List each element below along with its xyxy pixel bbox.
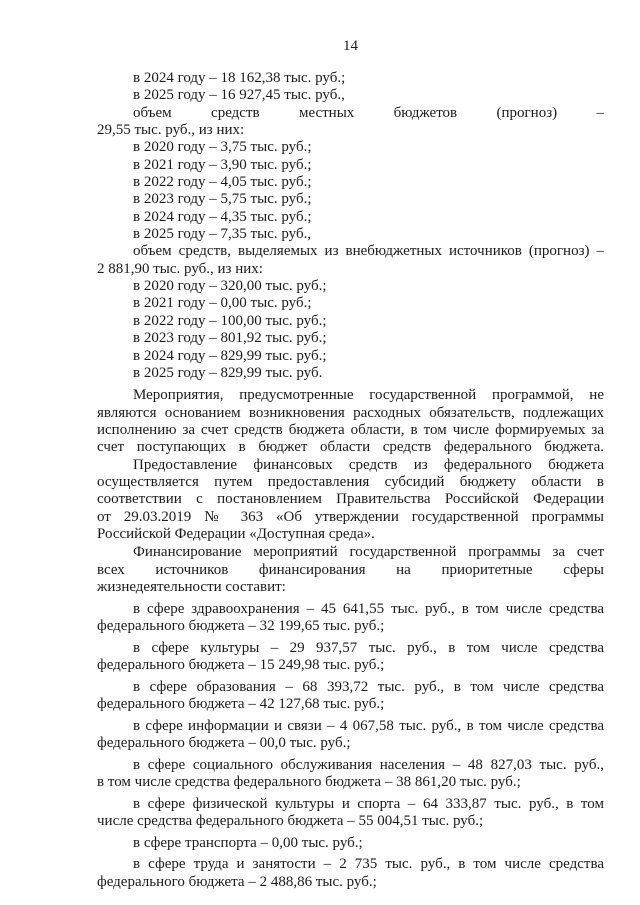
paragraph-line: счет поступающих в бюджет области средств федерального бюджета. [97,439,604,456]
paragraph-line: всех источников финансирования на приоритетные сферы [97,561,604,578]
sphere-line: в сфере социального обслуживания населения – 48 827,03 тыс. руб., [133,756,604,773]
funding-year-line: в 2020 году – 3,75 тыс. руб.; [133,139,312,156]
paragraph-line: Предоставление финансовых средств из федерального бюджета [133,456,604,473]
sphere-line: в сфере физической культуры и спорта – 64 333,87 тыс. руб., в том [133,795,604,812]
sphere-line: федерального бюджета – 15 249,98 тыс. руб.; [97,656,385,673]
local-budgets-section [97,105,604,244]
paragraph-line: соответствии с постановлением Правительства Российской Федерации [97,491,604,508]
sphere-line: в сфере труда и занятости – 2 735 тыс. руб., в том числе средства [133,856,604,873]
paragraph-line: Финансирование мероприятий государственной программы за счет [133,544,604,561]
extrabudgetary-heading: объем средств, выделяемых из внебюджетных источников (прогноз) – [133,243,604,260]
sphere-item-healthcare [97,601,604,636]
funding-year-line: в 2025 году – 829,99 тыс. руб. [133,364,323,381]
sphere-item-education [97,679,604,714]
sphere-item-social-services [97,757,604,792]
funding-year-line: в 2023 году – 801,92 тыс. руб.; [133,330,327,347]
document-body [97,70,604,891]
sphere-item-information [97,718,604,753]
sphere-line: федерального бюджета – 42 127,68 тыс. руб.; [97,695,385,712]
funding-year-line: в 2020 году – 320,00 тыс. руб.; [133,278,327,295]
funding-year-line: в 2024 году – 4,35 тыс. руб.; [133,208,312,225]
paragraph-line: жизнедеятельности составит: [97,578,286,595]
local-budgets-heading: объем средств местных бюджетов (прогноз) – [133,104,604,121]
sphere-item-labor [97,856,604,891]
federal-budget-years [97,70,604,105]
paragraph-line: являются основанием возникновения расходных обязательств, подлежащих [97,404,604,421]
sphere-line: числе средства федерального бюджета – 55 004,51 тыс. руб.; [97,812,484,829]
funding-year-line: в 2021 году – 3,90 тыс. руб.; [133,156,312,173]
sphere-line: федерального бюджета – 00,0 тыс. руб.; [97,734,351,751]
sphere-line: в сфере образования – 68 393,72 тыс. руб., в том числе средства [133,678,604,695]
paragraph-line: исполнению за счет средств бюджета области, в том числе формируемых за [97,421,604,438]
sphere-line: федерального бюджета – 2 488,86 тыс. руб.; [97,873,377,890]
paragraph-obligations [97,387,604,456]
extrabudgetary-total: 2 881,90 тыс. руб., из них: [97,260,263,277]
funding-year-line: в 2025 году – 7,35 тыс. руб., [133,226,312,243]
paragraph-subsidies [97,457,604,544]
sphere-line: федерального бюджета – 32 199,65 тыс. руб.; [97,617,385,634]
paragraph-line: Российской Федерации «Доступная среда». [97,525,375,542]
local-budgets-total: 29,55 тыс. руб., из них: [97,122,245,139]
sphere-line: в сфере транспорта – 0,00 тыс. руб.; [133,834,363,851]
sphere-line: в сфере здравоохранения – 45 641,55 тыс. руб., в том числе средства [133,600,604,617]
extrabudgetary-section [97,243,604,382]
sphere-line: в сфере культуры – 29 937,57 тыс. руб., в том числе средства [133,639,604,656]
sphere-line: в сфере информации и связи – 4 067,58 тыс. руб., в том числе средства [133,717,604,734]
funding-year-line: в 2024 году – 829,99 тыс. руб.; [133,347,327,364]
sphere-item-culture [97,640,604,675]
funding-year-line: в 2022 году – 4,05 тыс. руб.; [133,174,312,191]
paragraph-line: Мероприятия, предусмотренные государственной программой, не [133,387,604,404]
paragraph-line: от 29.03.2019 № 363 «Об утверждении государственной программы [97,508,604,525]
paragraph-financing [97,544,604,596]
paragraph-line: осуществляется путем предоставления субсидий бюджету области в [97,473,604,490]
page-number: 14 [343,38,358,54]
sphere-item-transport [97,835,604,852]
sphere-line: в том числе средства федерального бюджета – 38 861,20 тыс. руб.; [97,773,521,790]
funding-year-line: в 2025 году – 16 927,45 тыс. руб., [133,87,345,104]
sphere-item-sport [97,796,604,831]
funding-year-line: в 2024 году – 18 162,38 тыс. руб.; [133,70,346,86]
funding-year-line: в 2022 году – 100,00 тыс. руб.; [133,312,327,329]
funding-year-line: в 2021 году – 0,00 тыс. руб.; [133,295,312,312]
funding-year-line: в 2023 году – 5,75 тыс. руб.; [133,191,312,208]
